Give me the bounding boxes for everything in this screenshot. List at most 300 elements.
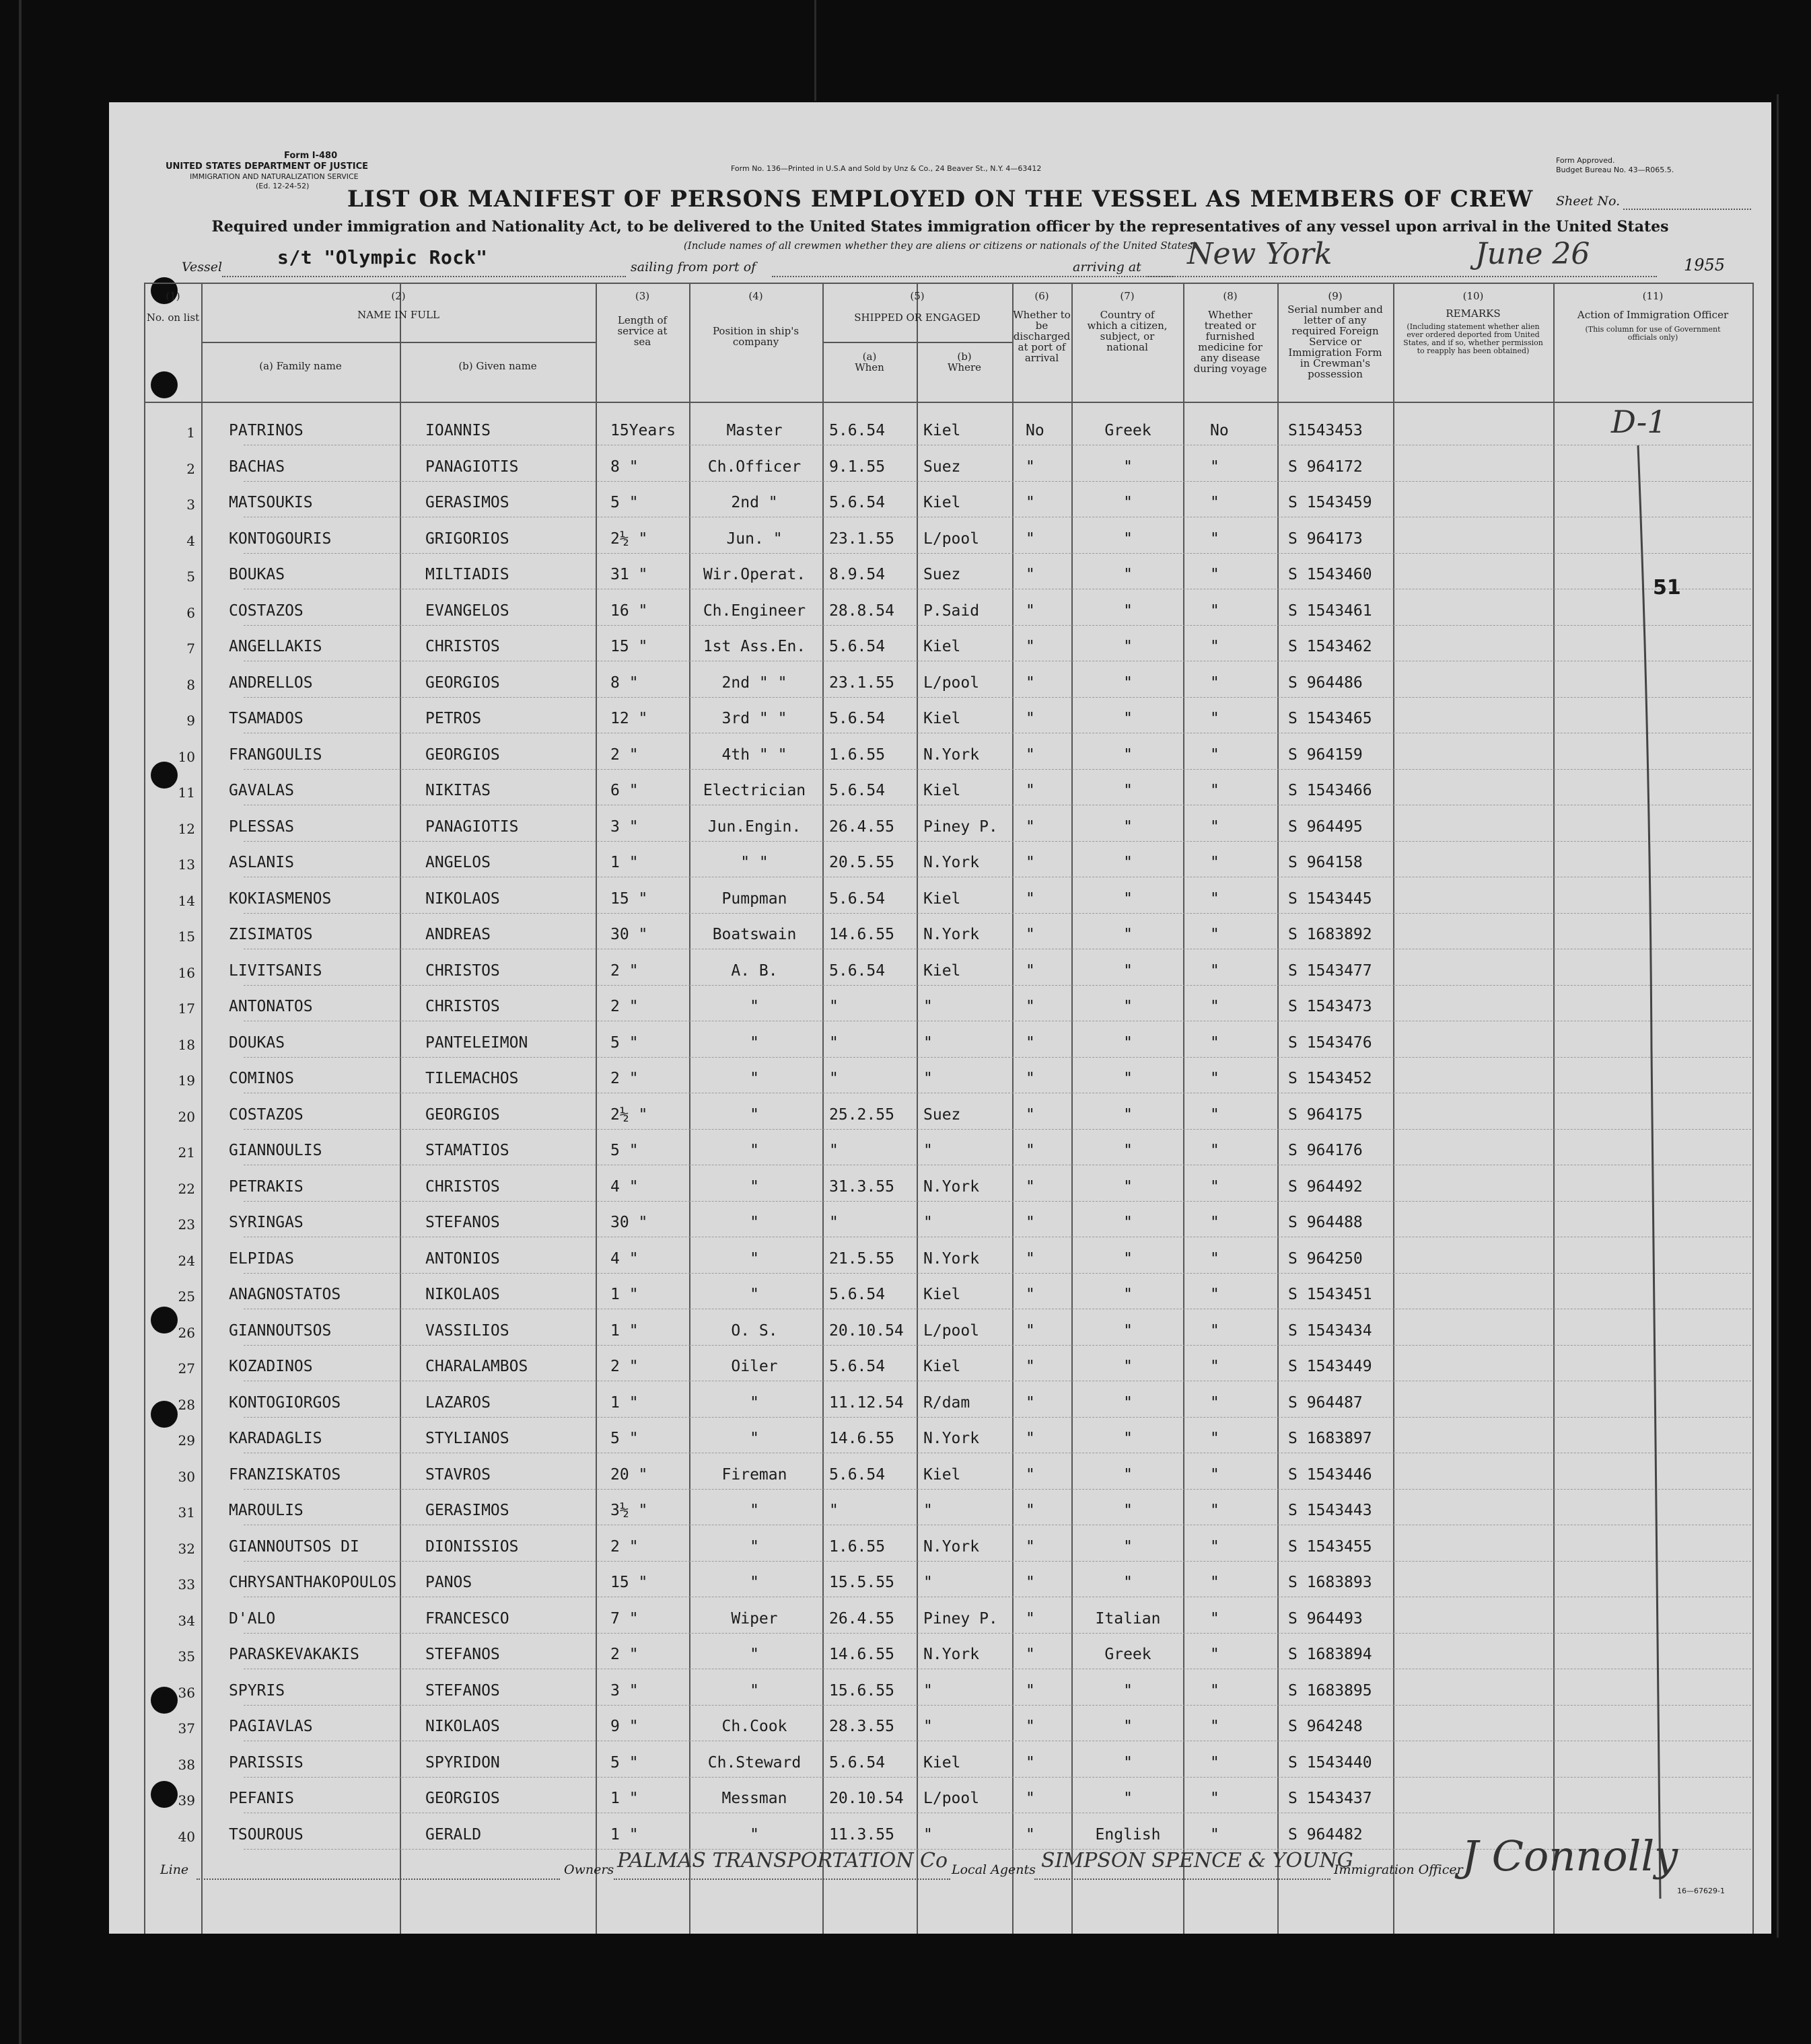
given-name: CHARALAMBOS	[425, 1358, 528, 1375]
serial-number: S 1683895	[1288, 1681, 1372, 1700]
serial-number: S 1543459	[1288, 494, 1372, 511]
discharged-flag: "	[1026, 1646, 1035, 1663]
ship-position: Ch.Cook	[721, 1718, 787, 1735]
family-name: TSOUROUS	[229, 1825, 304, 1844]
col-head-remarks: (10) REMARKS (Including statement whether alien ever ordered deported from United States, and if so, whether permission to reapply has been obtained)	[1403, 290, 1543, 355]
engaged-date: 25.2.55	[829, 1105, 894, 1124]
row-rule	[244, 1777, 1751, 1778]
row-rule	[244, 625, 1751, 626]
given-name: STEFANOS	[425, 1681, 500, 1700]
treated-flag: "	[1210, 1393, 1219, 1412]
row-number: 12	[178, 820, 195, 837]
engaged-date: 5.6.54	[829, 494, 886, 511]
serial-number: S 964492	[1288, 1177, 1363, 1196]
engaged-port: Kiel	[923, 710, 961, 727]
engaged-port: "	[923, 1502, 933, 1519]
col-head-treated: (8) Whether treated or furnished medicine for any disease during voyage	[1193, 290, 1267, 375]
country: "	[1123, 998, 1133, 1015]
family-name: KOZADINOS	[229, 1358, 313, 1375]
serial-number: S 1543449	[1288, 1358, 1372, 1375]
engaged-port: Kiel	[923, 1753, 961, 1772]
ship-position: "	[750, 1574, 759, 1591]
service-length: 7 "	[610, 1609, 639, 1628]
col-head-serial: (9) Serial number and letter of any required Foreign Service or Immigration Form in Crewman's possession	[1287, 290, 1383, 380]
family-name: GIANNOUTSOS	[229, 1321, 332, 1340]
country: "	[1123, 1321, 1133, 1340]
serial-number: S 1543473	[1288, 998, 1372, 1015]
owners-label: Owners	[564, 1862, 614, 1877]
ship-position: Boatswain	[712, 926, 797, 943]
treated-flag: "	[1210, 458, 1219, 476]
treated-flag: No	[1210, 422, 1229, 439]
row-rule	[244, 1057, 1751, 1058]
family-name: KONTOGIORGOS	[229, 1393, 341, 1412]
family-name: ASLANIS	[229, 854, 294, 871]
ship-position: 2nd "	[731, 494, 778, 511]
given-name: STYLIANOS	[425, 1430, 509, 1447]
service-length: 8 "	[610, 458, 639, 476]
discharged-flag: "	[1026, 1681, 1035, 1700]
discharged-flag: "	[1026, 1430, 1035, 1447]
country: "	[1123, 817, 1133, 836]
engaged-port: N.York	[923, 1430, 980, 1447]
family-name: ANAGNOSTATOS	[229, 1286, 341, 1303]
engaged-port: Piney P.	[923, 1609, 998, 1628]
ship-position: " "	[740, 854, 769, 871]
family-name: BACHAS	[229, 458, 285, 476]
ship-position: Jun.Engin.	[707, 817, 802, 836]
service-length: 2 "	[610, 1070, 639, 1087]
family-name: DOUKAS	[229, 1033, 285, 1052]
given-name: PANAGIOTIS	[425, 458, 519, 476]
given-name: GEORGIOS	[425, 1790, 500, 1807]
row-number: 36	[178, 1684, 195, 1701]
country: "	[1123, 926, 1133, 943]
serial-number: S 964172	[1288, 458, 1363, 476]
row-number: 39	[178, 1792, 195, 1809]
discharged-flag: "	[1026, 782, 1035, 799]
family-name: TSAMADOS	[229, 710, 304, 727]
engaged-date: 5.6.54	[829, 1465, 886, 1484]
serial-number: S 1543434	[1288, 1321, 1372, 1340]
service-length: 30 "	[610, 926, 648, 943]
engaged-date: 11.3.55	[829, 1825, 894, 1844]
ship-position: "	[750, 1393, 759, 1412]
ship-position: "	[750, 1177, 759, 1196]
row-number: 8	[186, 676, 195, 693]
service-length: 1 "	[610, 1790, 639, 1807]
serial-number: S 1543460	[1288, 566, 1372, 583]
serial-number: S 964176	[1288, 1142, 1363, 1159]
engaged-date: 5.6.54	[829, 889, 886, 908]
engaged-date: 14.6.55	[829, 1430, 894, 1447]
family-name: ELPIDAS	[229, 1249, 294, 1268]
officer-signature: J Connolly	[1462, 1831, 1678, 1881]
serial-number: S 964173	[1288, 530, 1363, 548]
ship-position: "	[750, 1105, 759, 1124]
given-name: EVANGELOS	[425, 601, 509, 620]
row-rule	[244, 769, 1751, 770]
family-name: ANDRELLOS	[229, 673, 313, 692]
discharged-flag: "	[1026, 1358, 1035, 1375]
given-name: MILTIADIS	[425, 566, 509, 583]
service-length: 2 "	[610, 998, 639, 1015]
row-number: 37	[178, 1720, 195, 1737]
service-length: 1 "	[610, 1321, 639, 1340]
family-name: PAGIAVLAS	[229, 1718, 313, 1735]
treated-flag: "	[1210, 1502, 1219, 1519]
treated-flag: "	[1210, 601, 1219, 620]
engaged-date: "	[829, 998, 839, 1015]
ship-position: "	[750, 1286, 759, 1303]
count-mark: 51	[1653, 576, 1681, 599]
punch-hole	[151, 371, 178, 398]
treated-flag: "	[1210, 1718, 1219, 1735]
discharged-flag: "	[1026, 1142, 1035, 1159]
serial-number: S 1543466	[1288, 782, 1372, 799]
serial-number: S 1543445	[1288, 889, 1372, 908]
row-number: 22	[178, 1180, 195, 1197]
service-length: 3 "	[610, 1681, 639, 1700]
engaged-date: "	[829, 1214, 839, 1231]
row-rule	[244, 913, 1751, 914]
col-head-shipped: (5) SHIPPED OR ENGAGED	[854, 290, 981, 324]
service-length: 1 "	[610, 854, 639, 871]
family-name: MAROULIS	[229, 1502, 304, 1519]
serial-number: S 964486	[1288, 673, 1363, 692]
engaged-port: Kiel	[923, 422, 961, 439]
row-number: 5	[186, 569, 195, 585]
row-number: 34	[178, 1612, 195, 1629]
service-length: 15Years	[610, 422, 676, 439]
family-name: COSTAZOS	[229, 1105, 304, 1124]
ship-position: "	[750, 1681, 759, 1700]
serial-number: S 964175	[1288, 1105, 1363, 1124]
given-name: STAMATIOS	[425, 1142, 509, 1159]
service-length: 31 "	[610, 566, 648, 583]
treated-flag: "	[1210, 1142, 1219, 1159]
service-length: 4 "	[610, 1249, 639, 1268]
given-name: GEORGIOS	[425, 745, 500, 764]
engaged-port: P.Said	[923, 601, 980, 620]
family-name: CHRYSANTHAKOPOULOS	[229, 1574, 397, 1591]
treated-flag: "	[1210, 1537, 1219, 1556]
country: "	[1123, 1790, 1133, 1807]
given-name: LAZAROS	[425, 1393, 491, 1412]
engaged-date: 9.1.55	[829, 458, 886, 476]
engaged-date: 5.6.54	[829, 1753, 886, 1772]
family-name: GIANNOULIS	[229, 1142, 322, 1159]
service-name: IMMIGRATION AND NATURALIZATION SERVICE	[190, 172, 359, 181]
engaged-port: N.York	[923, 1177, 980, 1196]
budget-bureau: Budget Bureau No. 43—R065.5.	[1556, 166, 1674, 174]
ship-position: "	[750, 1214, 759, 1231]
given-name: IOANNIS	[425, 422, 491, 439]
service-length: 6 "	[610, 782, 639, 799]
given-name: CHRISTOS	[425, 998, 500, 1015]
ship-position: A. B.	[731, 961, 778, 980]
ship-position: Ch.Steward	[707, 1753, 802, 1772]
treated-flag: "	[1210, 638, 1219, 655]
family-name: COMINOS	[229, 1070, 294, 1087]
ship-position: Wir.Operat.	[703, 566, 806, 583]
service-length: 2½ "	[610, 1105, 648, 1124]
country: "	[1123, 854, 1133, 871]
engaged-port: L/pool	[923, 530, 980, 548]
family-name: GAVALAS	[229, 782, 294, 799]
ship-position: "	[750, 1502, 759, 1519]
vessel-label: Vessel	[182, 260, 223, 275]
given-name: STEFANOS	[425, 1214, 500, 1231]
engaged-date: 23.1.55	[829, 673, 894, 692]
engaged-date: 20.5.55	[829, 854, 894, 871]
row-rule	[244, 1633, 1751, 1634]
serial-number: S 964248	[1288, 1718, 1363, 1735]
country: "	[1123, 889, 1133, 908]
country: "	[1123, 566, 1133, 583]
serial-number: S 964493	[1288, 1609, 1363, 1628]
service-length: 2 "	[610, 745, 639, 764]
engaged-date: 5.6.54	[829, 638, 886, 655]
treated-flag: "	[1210, 1105, 1219, 1124]
serial-number: S 1543462	[1288, 638, 1372, 655]
country: "	[1123, 710, 1133, 727]
engaged-date: 5.6.54	[829, 782, 886, 799]
engaged-date: 23.1.55	[829, 530, 894, 548]
serial-number: S 1683897	[1288, 1430, 1372, 1447]
service-length: 1 "	[610, 1393, 639, 1412]
ship-position: 2nd " "	[721, 673, 787, 692]
serial-number: S 1543440	[1288, 1753, 1372, 1772]
family-name: PETRAKIS	[229, 1177, 304, 1196]
discharged-flag: "	[1026, 1465, 1035, 1484]
department-name: UNITED STATES DEPARTMENT OF JUSTICE	[166, 161, 369, 172]
serial-number: S 1543476	[1288, 1033, 1372, 1052]
service-length: 5 "	[610, 1430, 639, 1447]
line-label: Line	[160, 1862, 189, 1877]
country: "	[1123, 1753, 1133, 1772]
col-head-country: (7) Country of which a citizen, subject, or national	[1087, 290, 1168, 353]
engaged-date: 8.9.54	[829, 566, 886, 583]
country: "	[1123, 1142, 1133, 1159]
row-number: 21	[178, 1144, 195, 1161]
row-number: 35	[178, 1648, 195, 1665]
row-number: 15	[178, 928, 195, 945]
given-name: STAVROS	[425, 1465, 491, 1484]
engaged-port: "	[923, 1574, 933, 1591]
col-head-no: (1) No. on list	[146, 290, 200, 324]
serial-number: S 1543477	[1288, 961, 1372, 980]
agents-value: SIMPSON SPENCE & YOUNG	[1041, 1849, 1353, 1872]
row-number: 32	[178, 1540, 195, 1557]
engaged-port: L/pool	[923, 1790, 980, 1807]
row-number: 14	[178, 892, 195, 909]
country: "	[1123, 1177, 1133, 1196]
row-number: 33	[178, 1576, 195, 1593]
row-number: 24	[178, 1252, 195, 1269]
discharged-flag: "	[1026, 1070, 1035, 1087]
discharged-flag: "	[1026, 961, 1035, 980]
family-name: PATRINOS	[229, 422, 304, 439]
discharged-flag: No	[1026, 422, 1044, 439]
given-name: GERASIMOS	[425, 494, 509, 511]
country: "	[1123, 1358, 1133, 1375]
family-name: D'ALO	[229, 1609, 276, 1628]
given-name: NIKITAS	[425, 782, 491, 799]
treated-flag: "	[1210, 854, 1219, 871]
col-head-discharged: (6) Whether to be discharged at port of arrival	[1013, 290, 1071, 364]
row-number: 38	[178, 1756, 195, 1773]
row-number: 25	[178, 1288, 195, 1305]
country: "	[1123, 1070, 1133, 1087]
row-number: 17	[178, 1000, 195, 1017]
service-length: 9 "	[610, 1718, 639, 1735]
treated-flag: "	[1210, 889, 1219, 908]
ship-position: "	[750, 1249, 759, 1268]
family-name: PARASKEVAKAKIS	[229, 1646, 359, 1663]
country: "	[1123, 1537, 1133, 1556]
service-length: 3 "	[610, 817, 639, 836]
ship-position: "	[750, 1646, 759, 1663]
service-length: 3½ "	[610, 1502, 648, 1519]
service-length: 2 "	[610, 961, 639, 980]
row-number: 28	[178, 1396, 195, 1413]
serial-number: S 1543461	[1288, 601, 1372, 620]
discharged-flag: "	[1026, 638, 1035, 655]
given-name: GERASIMOS	[425, 1502, 509, 1519]
given-name: GERALD	[425, 1825, 482, 1844]
engaged-port: "	[923, 1142, 933, 1159]
given-name: NIKOLAOS	[425, 1718, 500, 1735]
service-length: 2½ "	[610, 530, 648, 548]
engaged-port: N.York	[923, 1646, 980, 1663]
country: "	[1123, 530, 1133, 548]
row-number: 9	[186, 713, 195, 729]
country: "	[1123, 1393, 1133, 1412]
row-number: 20	[178, 1108, 195, 1125]
family-name: ZISIMATOS	[229, 926, 313, 943]
ship-position: "	[750, 1070, 759, 1087]
engaged-port: "	[923, 1214, 933, 1231]
row-rule	[244, 841, 1751, 842]
manifest-page	[109, 102, 1771, 1934]
engaged-date: 5.6.54	[829, 961, 886, 980]
row-number: 10	[178, 748, 195, 765]
service-length: 20 "	[610, 1465, 648, 1484]
row-number: 16	[178, 964, 195, 981]
ship-position: "	[750, 1537, 759, 1556]
ship-position: Pumpman	[721, 889, 787, 908]
printer-note: Form No. 136—Printed in U.S.A and Sold by Unz & Co., 24 Beaver St., N.Y. 4—63412	[731, 164, 1042, 173]
engaged-date: 15.5.55	[829, 1574, 894, 1591]
engaged-date: 26.4.55	[829, 817, 894, 836]
family-name: PEFANIS	[229, 1790, 294, 1807]
engaged-date: 31.3.55	[829, 1177, 894, 1196]
family-name: COSTAZOS	[229, 601, 304, 620]
country: "	[1123, 1681, 1133, 1700]
treated-flag: "	[1210, 1609, 1219, 1628]
engaged-port: Kiel	[923, 1465, 961, 1484]
family-name: PLESSAS	[229, 817, 294, 836]
service-length: 5 "	[610, 1033, 639, 1052]
service-length: 1 "	[610, 1286, 639, 1303]
service-length: 5 "	[610, 1753, 639, 1772]
country: "	[1123, 458, 1133, 476]
discharged-flag: "	[1026, 889, 1035, 908]
engaged-date: "	[829, 1033, 839, 1052]
service-length: 16 "	[610, 601, 648, 620]
engaged-port: Kiel	[923, 638, 961, 655]
treated-flag: "	[1210, 782, 1219, 799]
engaged-date: "	[829, 1502, 839, 1519]
serial-number: S 964487	[1288, 1393, 1363, 1412]
service-length: 5 "	[610, 1142, 639, 1159]
family-name: FRANGOULIS	[229, 745, 322, 764]
engaged-date: 14.6.55	[829, 926, 894, 943]
serial-number: S 1683893	[1288, 1574, 1372, 1591]
sheet-label: Sheet No.	[1556, 194, 1621, 209]
row-number: 13	[178, 856, 195, 873]
country: "	[1123, 745, 1133, 764]
ship-position: "	[750, 998, 759, 1015]
engaged-date: "	[829, 1142, 839, 1159]
engaged-port: N.York	[923, 926, 980, 943]
engaged-date: 5.6.54	[829, 1286, 886, 1303]
engaged-date: 28.8.54	[829, 601, 894, 620]
discharged-flag: "	[1026, 601, 1035, 620]
action-mark: D-1	[1611, 404, 1667, 440]
serial-number: S 1543465	[1288, 710, 1372, 727]
col-head-given-name: (b) Given name	[458, 360, 537, 372]
ship-position: "	[750, 1430, 759, 1447]
given-name: GEORGIOS	[425, 673, 500, 692]
row-rule	[244, 1201, 1751, 1202]
country: "	[1123, 1465, 1133, 1484]
engaged-port: Kiel	[923, 1286, 961, 1303]
row-number: 3	[186, 497, 195, 513]
discharged-flag: "	[1026, 530, 1035, 548]
arriving-label: arriving at	[1073, 260, 1141, 275]
discharged-flag: "	[1026, 745, 1035, 764]
given-name: VASSILIOS	[425, 1321, 509, 1340]
country: "	[1123, 1033, 1133, 1052]
serial-number: S 1543452	[1288, 1070, 1372, 1087]
given-name: NIKOLAOS	[425, 1286, 500, 1303]
family-name: MATSOUKIS	[229, 494, 313, 511]
row-rule	[244, 697, 1751, 698]
discharged-flag: "	[1026, 1393, 1035, 1412]
col-head-position: (4) Position in ship's company	[712, 290, 800, 348]
treated-flag: "	[1210, 530, 1219, 548]
treated-flag: "	[1210, 1790, 1219, 1807]
row-rule	[244, 1417, 1751, 1418]
service-length: 15 "	[610, 1574, 648, 1591]
given-name: FRANCESCO	[425, 1609, 509, 1628]
ship-position: "	[750, 1825, 759, 1844]
discharged-flag: "	[1026, 710, 1035, 727]
col-head-name: (2) NAME IN FULL	[357, 290, 439, 321]
engaged-date: 5.6.54	[829, 1358, 886, 1375]
ship-position: "	[750, 1033, 759, 1052]
treated-flag: "	[1210, 1249, 1219, 1268]
service-length: 5 "	[610, 494, 639, 511]
ship-position: 3rd " "	[721, 710, 787, 727]
form-approval: Form Approved.	[1556, 156, 1615, 165]
given-name: NIKOLAOS	[425, 889, 500, 908]
treated-flag: "	[1210, 1681, 1219, 1700]
discharged-flag: "	[1026, 1033, 1035, 1052]
ship-position: Fireman	[721, 1465, 787, 1484]
